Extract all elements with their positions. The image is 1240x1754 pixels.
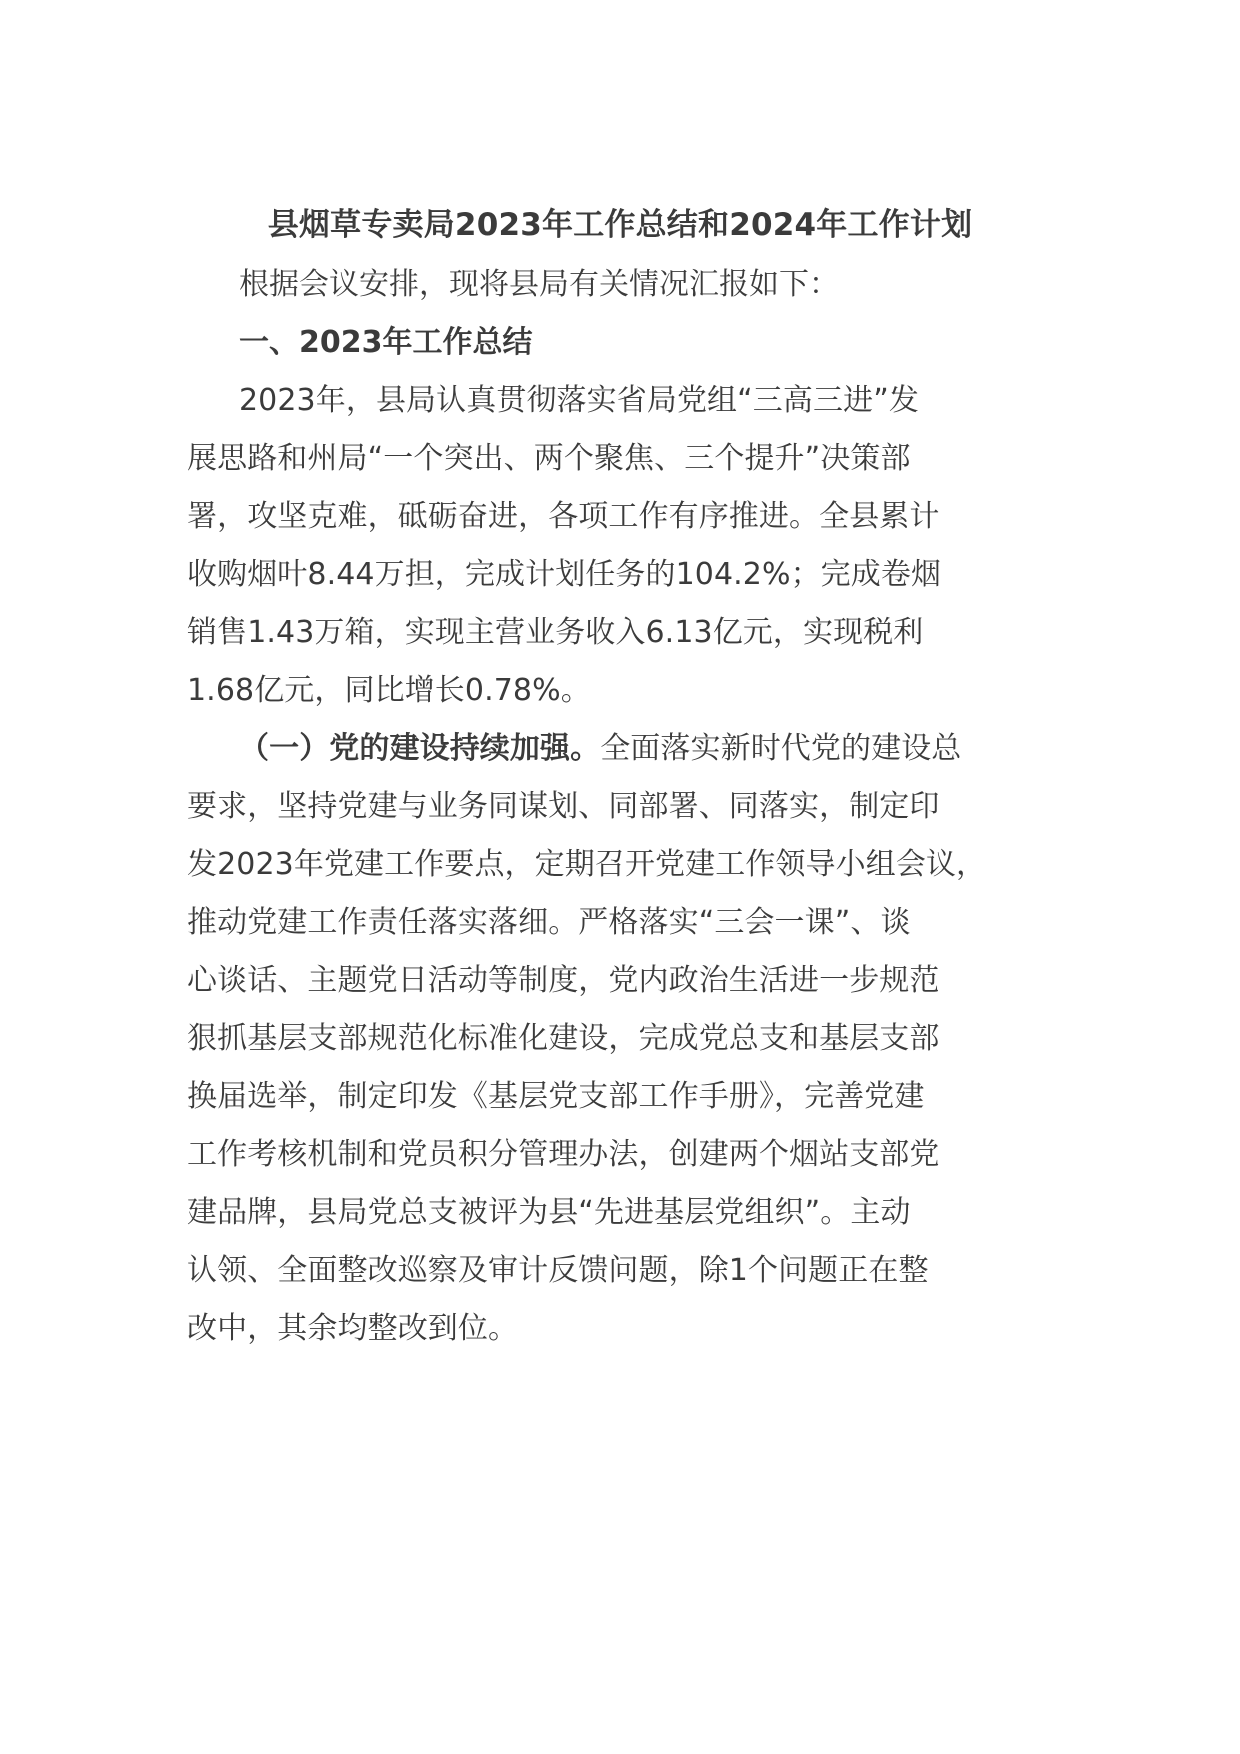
party-building-line: 换届选举，制定印发《基层党支部工作手册》，完善党建 (187, 1079, 925, 1114)
summary-line: 展思路和州局“一个突出、两个聚焦、三个提升”决策部 (187, 441, 911, 476)
summary-line: 署，攻坚克难，砥砺奋进，各项工作有序推进。全县累计 (187, 499, 940, 534)
party-building-line: 工作考核机制和党员积分管理办法，创建两个烟站支部党 (187, 1137, 940, 1172)
section-heading-2023-summary: 一、2023年工作总结 (239, 325, 533, 360)
summary-line: 销售1.43万箱，实现主营业务收入6.13亿元，实现税利 (187, 615, 924, 650)
summary-line: 2023年，县局认真贯彻落实省局党组“三高三进”发 (239, 383, 919, 418)
party-building-line: 狠抓基层支部规范化标准化建设，完成党总支和基层支部 (187, 1021, 940, 1056)
subsection-heading-party-building: （一）党的建设持续加强。 (239, 731, 601, 766)
document-body (187, 256, 1057, 1358)
intro-paragraph: 根据会议安排，现将县局有关情况汇报如下： (239, 267, 839, 302)
party-building-line: 心谈话、主题党日活动等制度，党内政治生活进一步规范 (187, 963, 940, 998)
summary-line: 收购烟叶8.44万担，完成计划任务的104.2%；完成卷烟 (187, 557, 942, 592)
party-building-line: 发2023年党建工作要点，定期召开党建工作领导小组会议， (187, 847, 987, 882)
party-building-line: 建品牌，县局党总支被评为县“先进基层党组织”。主动 (187, 1195, 911, 1230)
party-building-first-line (187, 720, 1057, 778)
party-building-paragraph (187, 720, 1057, 1358)
summary-paragraph (187, 372, 1057, 720)
party-building-line: 改中，其余均整改到位。 (187, 1311, 519, 1346)
party-building-line: 推动党建工作责任落实落细。严格落实“三会一课”、谈 (187, 905, 911, 940)
document-title: 县烟草专卖局2023年工作总结和2024年工作计划 (267, 207, 973, 243)
party-building-text: 全面落实新时代党的建设总 (600, 731, 962, 766)
party-building-line: 要求，坚持党建与业务同谋划、同部署、同落实，制定印 (187, 789, 940, 824)
summary-line: 1.68亿元，同比增长0.78%。 (187, 673, 591, 708)
party-building-line: 认领、全面整改巡察及审计反馈问题，除1个问题正在整 (187, 1253, 929, 1288)
